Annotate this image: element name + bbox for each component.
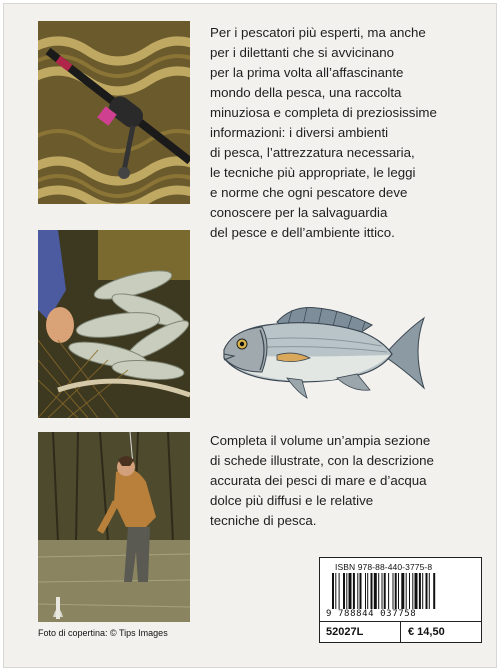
barcode-bar <box>415 573 418 609</box>
closing-line: tecniche di pesca. <box>210 513 317 528</box>
price-row <box>320 621 481 643</box>
barcode-bar <box>433 573 435 609</box>
barcode-bar <box>412 573 413 609</box>
closing-line: accurata dei pesci di mare e d’acqua <box>210 473 427 488</box>
barcode-bar <box>419 573 421 609</box>
barcode-bar <box>365 573 366 609</box>
barcode-bar <box>346 573 347 609</box>
barcode-bar <box>398 573 399 609</box>
barcode-bar <box>384 573 386 609</box>
photo-fish-catch <box>38 230 190 418</box>
intro-paragraph <box>210 23 480 243</box>
closing-line: Completa il volume un’ampia sezione <box>210 433 431 448</box>
intro-line: le tecniche più appropriate, le leggi <box>210 165 416 180</box>
intro-line: informazioni: i diversi ambienti <box>210 125 389 140</box>
barcode-bar <box>395 573 397 609</box>
barcode-bar <box>343 573 345 609</box>
barcode-bars <box>332 573 472 609</box>
barcode-box <box>319 557 482 643</box>
barcode-bar <box>332 573 334 609</box>
barcode-bar <box>388 573 389 609</box>
intro-line: mondo della pesca, una raccolta <box>210 85 402 100</box>
barcode-bar <box>367 573 368 609</box>
intro-line: e norme che ogni pescatore deve <box>210 185 408 200</box>
barcode-bar <box>422 573 423 609</box>
barcode-digits: 9 788844 037758 <box>326 609 417 619</box>
barcode-bar <box>406 573 407 609</box>
photo-rod-reel <box>38 21 190 204</box>
intro-line: minuziosa e completa di preziosissime <box>210 105 437 120</box>
closing-line: di schede illustrate, con la descrizione <box>210 453 434 468</box>
barcode-bar <box>374 573 377 609</box>
barcode-bar <box>401 573 404 609</box>
barcode-bar <box>353 573 355 609</box>
closing-paragraph <box>210 431 480 531</box>
barcode-bar <box>357 573 358 609</box>
barcode-bar <box>393 573 394 609</box>
intro-line: per i dilettanti che si avvicinano <box>210 45 395 60</box>
fish-illustration <box>222 300 428 402</box>
intro-line: per la prima volta all’affascinante <box>210 65 404 80</box>
price: € 14,50 <box>408 626 445 638</box>
price-divider <box>400 622 401 643</box>
barcode-bar <box>378 573 379 609</box>
intro-line: del pesce e dell’ambiente ittico. <box>210 225 395 240</box>
product-code: 52027L <box>326 626 364 638</box>
isbn-text: ISBN 978-88-440-3775-8 <box>335 562 433 572</box>
closing-line: dolce più diffusi e le relative <box>210 493 374 508</box>
barcode-bar <box>382 573 383 609</box>
barcode-bar <box>335 573 336 609</box>
intro-line: Per i pescatori più esperti, ma anche <box>210 25 426 40</box>
barcode-bar <box>429 573 430 609</box>
intro-line: conoscere per la salvaguardia <box>210 205 388 220</box>
barcode-bar <box>360 573 362 609</box>
barcode-bar <box>426 573 428 609</box>
barcode-bar <box>349 573 352 609</box>
barcode-bar <box>339 573 340 609</box>
barcode-bar <box>409 573 410 609</box>
photo-credit: Foto di copertina: © Tips Images <box>38 628 168 638</box>
intro-line: di pesca, l’attrezzatura necessaria, <box>210 145 415 160</box>
barcode-bar <box>371 573 373 609</box>
photo-angler-river <box>38 432 190 622</box>
